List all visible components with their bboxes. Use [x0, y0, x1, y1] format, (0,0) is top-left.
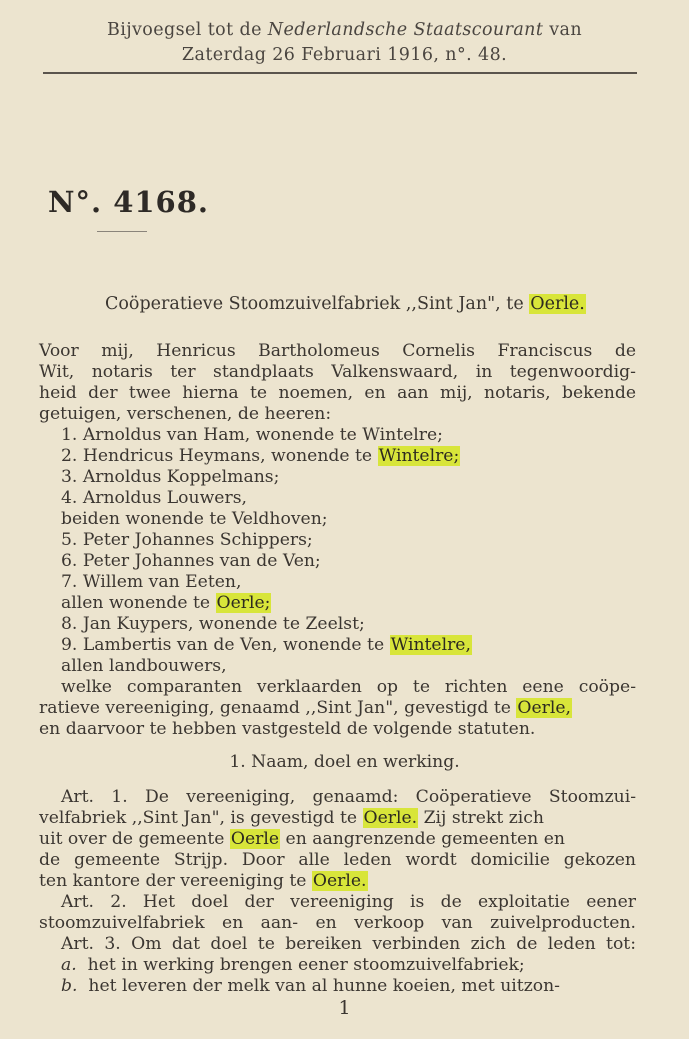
header-suffix: van	[543, 20, 583, 40]
person-4-residence: beiden wonende te Veldhoven;	[61, 509, 328, 529]
art2-line-1: Art. 2. Het doel der vereeniging is de exploitatie eener	[61, 892, 636, 912]
intro-line-4: getuigen, verschenen, de heeren:	[39, 404, 332, 424]
person-7-residence-text: allen wonende te	[61, 593, 216, 613]
person-4: 4. Arnoldus Louwers,	[61, 488, 247, 508]
person-9-text: 9. Lambertis van de Ven, wonende te	[61, 635, 390, 655]
intro-line-1: Voor mij, Henricus Bartholomeus Cornelis Franciscus de	[39, 341, 636, 361]
document-number: N°. 4168.	[48, 185, 210, 219]
highlight-oerle: Oerle.	[530, 294, 585, 314]
founding-line-3: en daarvoor te hebben vastgesteld de volgende statuten.	[39, 719, 536, 739]
header-prefix: Bijvoegsel tot de	[106, 20, 268, 40]
header-line-1	[0, 20, 689, 40]
art1-line-3-text: uit over de gemeente	[39, 829, 230, 849]
highlight-wintelre: Wintelre;	[378, 446, 460, 466]
page-number: 1	[338, 997, 351, 1019]
person-5: 5. Peter Johannes Schippers;	[61, 530, 313, 550]
intro-line-2: Wit, notaris ter standplaats Valkenswaard, in tegenwoordig-	[39, 362, 636, 382]
art3-line-1: Art. 3. Om dat doel te bereiken verbinden zich de leden tot:	[61, 934, 636, 954]
highlight-oerle: Oerle	[230, 829, 280, 849]
art1-line-5-text: ten kantore der vereeniging te	[39, 871, 312, 891]
document-title	[105, 294, 586, 315]
art3-item-a	[61, 955, 525, 976]
art1-line-2-tail: Zij strekt zich	[418, 808, 544, 828]
person-1: 1. Arnoldus van Ham, wonende te Wintelre;	[61, 425, 443, 445]
art2-line-2: stoomzuivelfabriek en aan- en verkoop van zuivelproducten.	[39, 913, 636, 933]
header-rule	[43, 72, 637, 74]
person-6: 6. Peter Johannes van de Ven;	[61, 551, 321, 571]
header-date: Zaterdag 26 Februari 1916, n°. 48.	[181, 45, 508, 65]
header-journal: Nederlandsche Staatscourant	[267, 20, 544, 40]
art1-line-2-text: velfabriek ,,Sint Jan", is gevestigd te	[39, 808, 363, 828]
persons-occupation: allen landbouwers,	[61, 656, 227, 676]
art1-line-1: Art. 1. De vereeniging, genaamd: Coöperatieve Stoomzui-	[61, 787, 636, 807]
art3-item-a-text: het in werking brengen eener stoomzuivelfabriek;	[87, 955, 525, 975]
person-2-text: 2. Hendricus Heymans, wonende te	[61, 446, 378, 466]
art3-item-b-text: het leveren der melk van al hunne koeien, met uitzon-	[88, 976, 560, 996]
highlight-oerle: Oerle,	[517, 698, 571, 718]
person-7: 7. Willem van Eeten,	[61, 572, 242, 592]
title-text: Coöperatieve Stoomzuivelfabriek ,,Sint Jan", te	[105, 294, 530, 314]
founding-line-1: welke comparanten verklaarden op te richten eene coöpe-	[61, 677, 636, 697]
highlight-oerle: Oerle.	[312, 871, 367, 891]
art1-line-3	[39, 829, 565, 850]
title-divider	[97, 231, 147, 232]
art3-item-a-label: a.	[61, 955, 77, 975]
highlight-wintelre: Wintelre,	[390, 635, 471, 655]
founding-line-2	[39, 698, 636, 719]
art1-line-2	[39, 808, 544, 829]
founding-line-2-text: ratieve vereeniging, genaamd ,,Sint Jan", gevestigd te	[39, 698, 517, 718]
person-7-residence	[61, 593, 271, 614]
person-3: 3. Arnoldus Koppelmans;	[61, 467, 280, 487]
art1-line-5	[39, 871, 368, 892]
section-heading: 1. Naam, doel en werking.	[229, 752, 460, 772]
person-2	[61, 446, 460, 467]
highlight-oerle: Oerle;	[216, 593, 271, 613]
person-8: 8. Jan Kuypers, wonende te Zeelst;	[61, 614, 365, 634]
art3-item-b	[61, 976, 560, 997]
art3-item-b-label: b.	[61, 976, 78, 996]
highlight-oerle: Oerle.	[363, 808, 418, 828]
person-9	[61, 635, 472, 656]
art1-line-3-tail: en aangrenzende gemeenten en	[280, 829, 565, 849]
art1-line-4: de gemeente Strijp. Door alle leden wordt domicilie gekozen	[39, 850, 636, 870]
intro-line-3: heid der twee hierna te noemen, en aan mij, notaris, bekende	[39, 383, 636, 403]
